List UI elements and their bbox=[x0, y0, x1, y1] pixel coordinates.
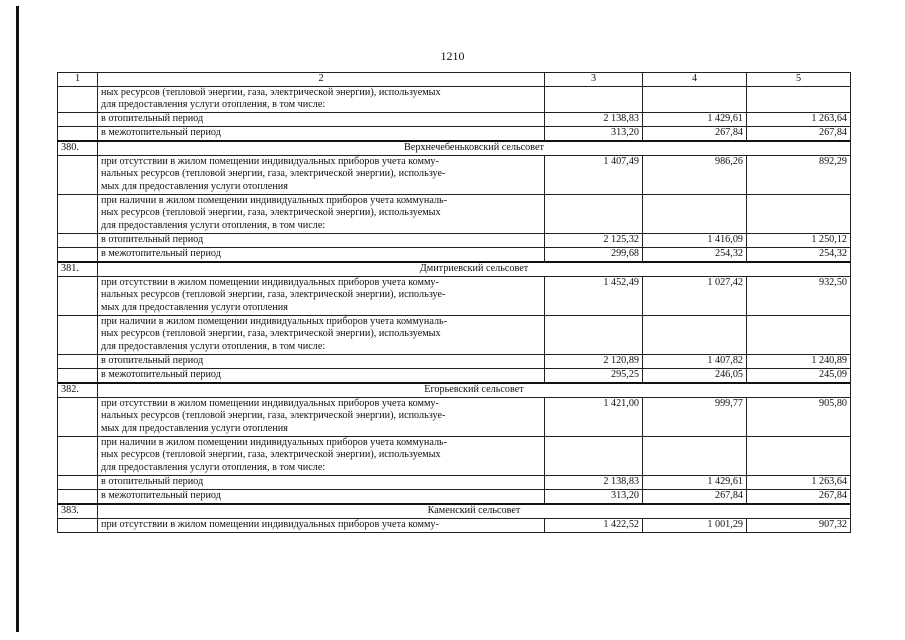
description-cell bbox=[98, 315, 545, 354]
section-row bbox=[58, 383, 851, 398]
section-title: Верхнечебеньковский сельсовет bbox=[98, 141, 851, 156]
row-number-cell bbox=[58, 126, 98, 141]
value-cell-col4: 1 001,29 bbox=[643, 518, 747, 532]
description-line: при наличии в жилом помещении индивидуальных приборов учета коммуналь- bbox=[101, 436, 448, 448]
row-number-cell bbox=[58, 233, 98, 247]
description-line: в отопительный период bbox=[101, 354, 204, 366]
section-title: Егорьевский сельсовет bbox=[98, 383, 851, 398]
table-header-row bbox=[58, 73, 851, 87]
description-cell bbox=[98, 194, 545, 233]
value-cell-col3: 299,68 bbox=[545, 247, 643, 262]
row-number-cell bbox=[58, 475, 98, 489]
value-cell-col4: 1 416,09 bbox=[643, 233, 747, 247]
table-row bbox=[58, 233, 851, 247]
column-header-2: 2 bbox=[98, 73, 545, 87]
description-line: нальных ресурсов (тепловой энергии, газа, электрической энергии), используе- bbox=[101, 410, 446, 422]
value-cell-col3: 295,25 bbox=[545, 368, 643, 383]
section-title: Дмитриевский сельсовет bbox=[98, 262, 851, 277]
section-number: 382. bbox=[58, 383, 98, 398]
row-number-cell bbox=[58, 397, 98, 436]
description-line: в отопительный период bbox=[101, 233, 204, 245]
row-number-cell bbox=[58, 518, 98, 532]
description-cell bbox=[98, 126, 545, 141]
description-cell bbox=[98, 368, 545, 383]
value-cell-col4: 246,05 bbox=[643, 368, 747, 383]
description-line: ных ресурсов (тепловой энергии, газа, электрической энергии), используемых bbox=[101, 207, 441, 219]
value-cell-col4: 1 429,61 bbox=[643, 112, 747, 126]
value-cell-col3 bbox=[545, 315, 643, 354]
description-cell bbox=[98, 86, 545, 112]
column-header-4: 4 bbox=[643, 73, 747, 87]
table-row bbox=[58, 155, 851, 194]
value-cell-col3: 1 421,00 bbox=[545, 397, 643, 436]
row-number-cell bbox=[58, 86, 98, 112]
value-cell-col3: 2 138,83 bbox=[545, 112, 643, 126]
value-cell-col3: 1 407,49 bbox=[545, 155, 643, 194]
column-header-3: 3 bbox=[545, 73, 643, 87]
value-cell-col4: 267,84 bbox=[643, 489, 747, 504]
value-cell-col5: 1 263,64 bbox=[747, 475, 851, 489]
row-number-cell bbox=[58, 247, 98, 262]
description-line: ных ресурсов (тепловой энергии, газа, электрической энергии), используемых bbox=[101, 328, 441, 340]
description-line: мых для предоставления услуги отопления bbox=[101, 301, 288, 313]
section-number: 381. bbox=[58, 262, 98, 277]
value-cell-col5 bbox=[747, 194, 851, 233]
description-line: ных ресурсов (тепловой энергии, газа, электрической энергии), используемых bbox=[101, 86, 441, 98]
description-line: в отопительный период bbox=[101, 475, 204, 487]
table-row bbox=[58, 86, 851, 112]
value-cell-col5: 267,84 bbox=[747, 126, 851, 141]
value-cell-col4 bbox=[643, 194, 747, 233]
value-cell-col5: 267,84 bbox=[747, 489, 851, 504]
value-cell-col5: 1 250,12 bbox=[747, 233, 851, 247]
table-row bbox=[58, 475, 851, 489]
value-cell-col4: 999,77 bbox=[643, 397, 747, 436]
tariff-table bbox=[57, 72, 851, 533]
column-header-5: 5 bbox=[747, 73, 851, 87]
value-cell-col5: 905,80 bbox=[747, 397, 851, 436]
value-cell-col4 bbox=[643, 436, 747, 475]
value-cell-col5: 245,09 bbox=[747, 368, 851, 383]
description-cell bbox=[98, 233, 545, 247]
section-number: 383. bbox=[58, 504, 98, 519]
value-cell-col3 bbox=[545, 436, 643, 475]
table-row bbox=[58, 436, 851, 475]
description-cell bbox=[98, 276, 545, 315]
section-row bbox=[58, 504, 851, 519]
page-binding-edge bbox=[16, 6, 19, 632]
value-cell-col5: 932,50 bbox=[747, 276, 851, 315]
table-row bbox=[58, 397, 851, 436]
value-cell-col3: 2 125,32 bbox=[545, 233, 643, 247]
description-line: при отсутствии в жилом помещении индивидуальных приборов учета комму- bbox=[101, 518, 439, 530]
value-cell-col5: 254,32 bbox=[747, 247, 851, 262]
description-line: при наличии в жилом помещении индивидуальных приборов учета коммуналь- bbox=[101, 194, 448, 206]
description-cell bbox=[98, 354, 545, 368]
description-cell bbox=[98, 518, 545, 532]
description-line: для предоставления услуги отопления, в том числе: bbox=[101, 340, 326, 352]
value-cell-col3 bbox=[545, 86, 643, 112]
table-row bbox=[58, 112, 851, 126]
value-cell-col5: 1 263,64 bbox=[747, 112, 851, 126]
table-row bbox=[58, 489, 851, 504]
row-number-cell bbox=[58, 194, 98, 233]
description-cell bbox=[98, 436, 545, 475]
value-cell-col4: 267,84 bbox=[643, 126, 747, 141]
table-row bbox=[58, 126, 851, 141]
row-number-cell bbox=[58, 436, 98, 475]
description-line: в межотопительный период bbox=[101, 368, 221, 380]
description-line: мых для предоставления услуги отопления bbox=[101, 422, 288, 434]
table-row bbox=[58, 354, 851, 368]
value-cell-col4: 1 027,42 bbox=[643, 276, 747, 315]
description-line: для предоставления услуги отопления, в том числе: bbox=[101, 99, 326, 111]
value-cell-col4 bbox=[643, 86, 747, 112]
value-cell-col3: 2 138,83 bbox=[545, 475, 643, 489]
row-number-cell bbox=[58, 315, 98, 354]
row-number-cell bbox=[58, 112, 98, 126]
table-row bbox=[58, 518, 851, 532]
value-cell-col4: 1 429,61 bbox=[643, 475, 747, 489]
column-header-1: 1 bbox=[58, 73, 98, 87]
description-line: для предоставления услуги отопления, в том числе: bbox=[101, 219, 326, 231]
value-cell-col5: 1 240,89 bbox=[747, 354, 851, 368]
description-line: в межотопительный период bbox=[101, 126, 221, 138]
table-row bbox=[58, 247, 851, 262]
value-cell-col3: 1 422,52 bbox=[545, 518, 643, 532]
value-cell-col4: 254,32 bbox=[643, 247, 747, 262]
value-cell-col4: 986,26 bbox=[643, 155, 747, 194]
table-row bbox=[58, 276, 851, 315]
page-number: 1210 bbox=[440, 49, 465, 63]
value-cell-col3: 2 120,89 bbox=[545, 354, 643, 368]
description-cell bbox=[98, 489, 545, 504]
value-cell-col3 bbox=[545, 194, 643, 233]
description-line: мых для предоставления услуги отопления bbox=[101, 180, 288, 192]
description-line: нальных ресурсов (тепловой энергии, газа, электрической энергии), используе- bbox=[101, 289, 446, 301]
value-cell-col3: 1 452,49 bbox=[545, 276, 643, 315]
row-number-cell bbox=[58, 368, 98, 383]
value-cell-col5 bbox=[747, 436, 851, 475]
description-line: нальных ресурсов (тепловой энергии, газа, электрической энергии), используе- bbox=[101, 168, 446, 180]
value-cell-col5 bbox=[747, 86, 851, 112]
description-line: для предоставления услуги отопления, в том числе: bbox=[101, 461, 326, 473]
value-cell-col4: 1 407,82 bbox=[643, 354, 747, 368]
description-line: при наличии в жилом помещении индивидуальных приборов учета коммуналь- bbox=[101, 315, 448, 327]
description-cell bbox=[98, 475, 545, 489]
description-line: в межотопительный период bbox=[101, 247, 221, 259]
table-row bbox=[58, 194, 851, 233]
description-line: при отсутствии в жилом помещении индивидуальных приборов учета комму- bbox=[101, 397, 439, 409]
row-number-cell bbox=[58, 354, 98, 368]
description-line: при отсутствии в жилом помещении индивидуальных приборов учета комму- bbox=[101, 155, 439, 167]
description-cell bbox=[98, 155, 545, 194]
value-cell-col5: 892,29 bbox=[747, 155, 851, 194]
description-cell bbox=[98, 397, 545, 436]
description-cell bbox=[98, 247, 545, 262]
value-cell-col5: 907,32 bbox=[747, 518, 851, 532]
row-number-cell bbox=[58, 155, 98, 194]
section-row bbox=[58, 262, 851, 277]
table-row bbox=[58, 315, 851, 354]
description-line: ных ресурсов (тепловой энергии, газа, электрической энергии), используемых bbox=[101, 449, 441, 461]
value-cell-col3: 313,20 bbox=[545, 126, 643, 141]
description-line: в отопительный период bbox=[101, 112, 204, 124]
value-cell-col3: 313,20 bbox=[545, 489, 643, 504]
value-cell-col5 bbox=[747, 315, 851, 354]
row-number-cell bbox=[58, 489, 98, 504]
description-line: в межотопительный период bbox=[101, 489, 221, 501]
section-number: 380. bbox=[58, 141, 98, 156]
table-row bbox=[58, 368, 851, 383]
row-number-cell bbox=[58, 276, 98, 315]
description-cell bbox=[98, 112, 545, 126]
value-cell-col4 bbox=[643, 315, 747, 354]
section-title: Каменский сельсовет bbox=[98, 504, 851, 519]
description-line: при отсутствии в жилом помещении индивидуальных приборов учета комму- bbox=[101, 276, 439, 288]
section-row bbox=[58, 141, 851, 156]
